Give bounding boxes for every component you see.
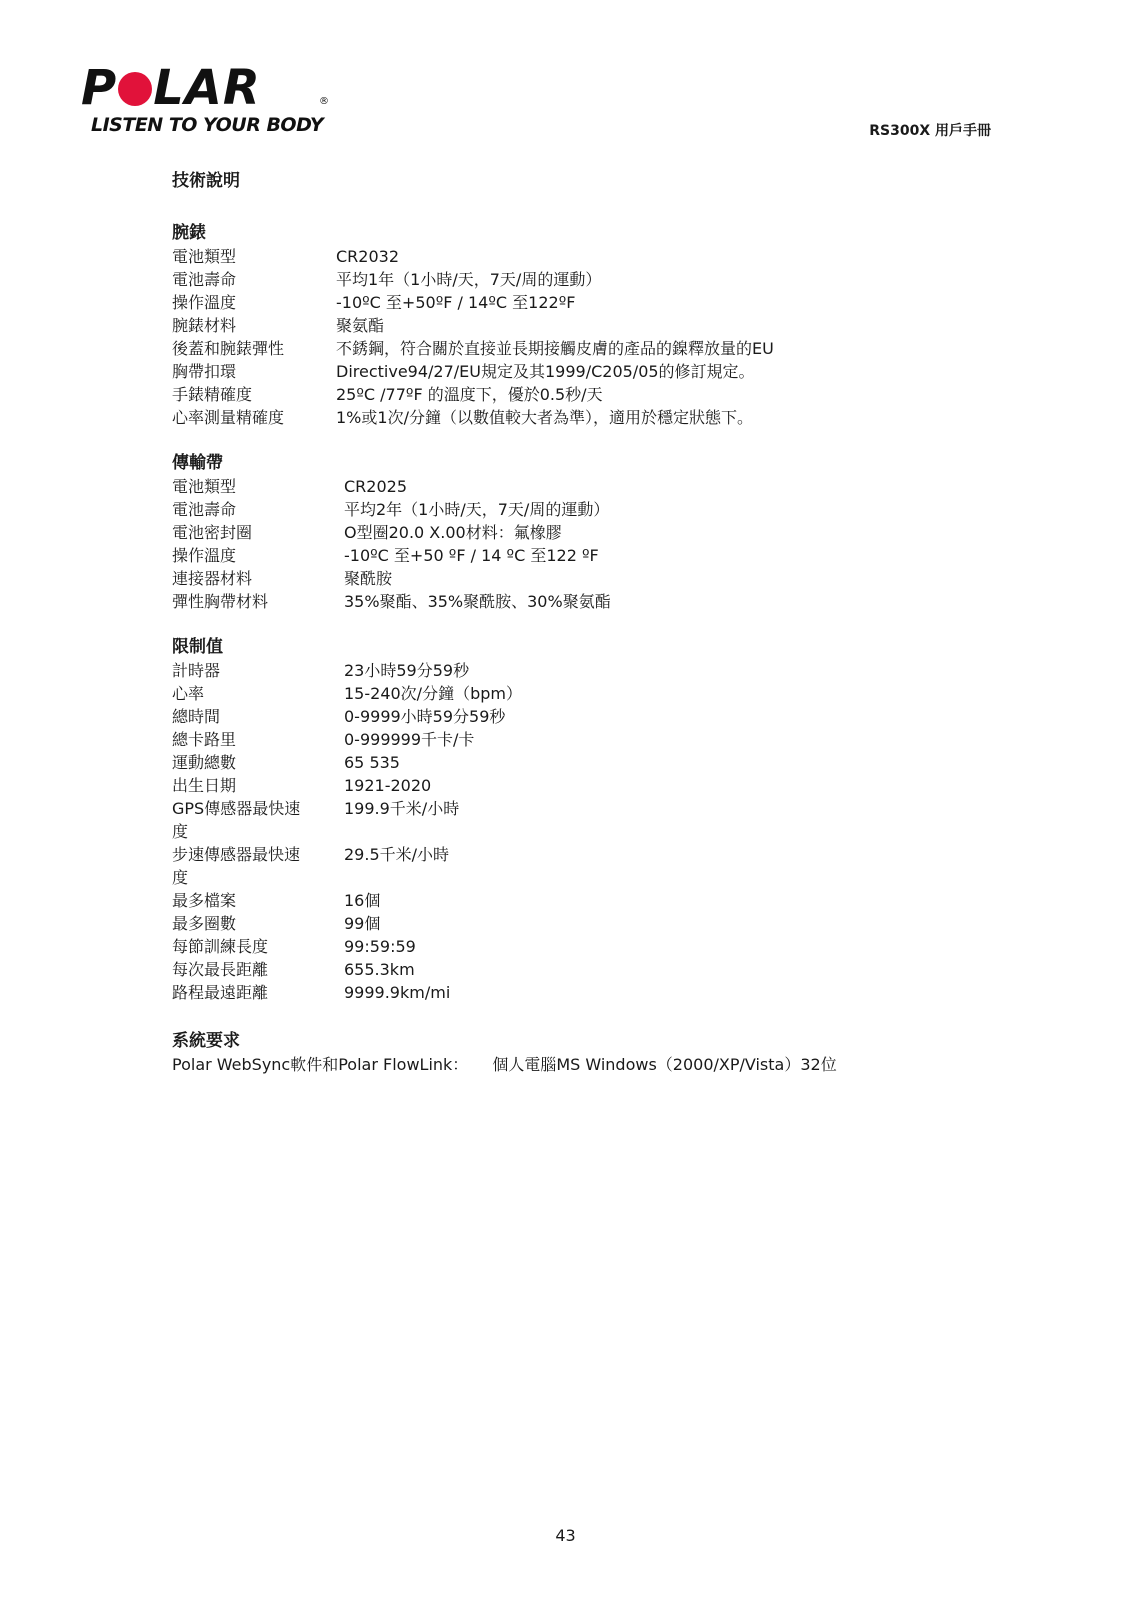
spec-label: 電池壽命 (172, 270, 237, 289)
section-limits (172, 636, 522, 1004)
spec-row (172, 291, 774, 314)
section-transmitter (172, 452, 611, 613)
spec-row (172, 958, 522, 981)
polar-logo (81, 60, 329, 142)
spec-row (172, 1053, 837, 1076)
spec-row (172, 268, 774, 291)
spec-row (172, 751, 522, 774)
spec-value: Directive94/27/EU規定及其1999/C205/05的修訂規定。 (336, 362, 755, 381)
spec-row (172, 682, 522, 705)
spec-value: CR2025 (344, 477, 408, 496)
spec-label: 最多檔案 (172, 891, 237, 910)
section-title: 腕錶 (172, 223, 206, 243)
spec-label: GPS傳感器最快速度 (172, 799, 301, 841)
spec-label: 心率測量精確度 (172, 408, 285, 427)
spec-row (172, 774, 522, 797)
spec-value: 聚氨酯 (336, 316, 385, 335)
page-number: 43 (555, 1526, 576, 1545)
spec-label: 電池類型 (172, 477, 237, 496)
spec-row (172, 567, 611, 590)
spec-row (172, 705, 522, 728)
spec-value: 個人電腦MS Windows（2000/XP/Vista）32位 (492, 1055, 837, 1074)
spec-label: 總卡路里 (172, 730, 237, 749)
spec-row (172, 728, 522, 751)
spec-value: 23小時59分59秒 (344, 661, 470, 680)
logo-dot (118, 72, 152, 106)
spec-row (172, 245, 774, 268)
spec-label: 每次最長距離 (172, 960, 269, 979)
spec-value: 15-240次/分鐘（bpm） (344, 684, 522, 703)
spec-label: 腕錶材料 (172, 316, 237, 335)
spec-row (172, 406, 774, 429)
spec-value: -10ºC 至+50ºF / 14ºC 至122ºF (336, 293, 576, 312)
spec-value: 99個 (344, 914, 381, 933)
spec-label: 手錶精確度 (172, 385, 253, 404)
spec-row (172, 498, 611, 521)
spec-row (172, 935, 522, 958)
spec-value: CR2032 (336, 247, 400, 266)
spec-label: 步速傳感器最快速度 (172, 845, 301, 887)
spec-label: 出生日期 (172, 776, 237, 795)
spec-label: 電池密封圈 (172, 523, 253, 542)
spec-value: -10ºC 至+50 ºF / 14 ºC 至122 ºF (344, 546, 599, 565)
spec-value: 1921-2020 (344, 776, 432, 795)
spec-row (172, 981, 522, 1004)
spec-value: 99:59:59 (344, 937, 416, 956)
logo-slogan: LISTEN TO YOUR BODY (91, 114, 324, 136)
spec-value: 平均2年（1小時/天，7天/周的運動） (344, 500, 610, 519)
spec-label: 彈性胸帶材料 (172, 592, 269, 611)
spec-label: 計時器 (172, 661, 221, 680)
spec-label: 每節訓練長度 (172, 937, 269, 956)
document-title: RS300X 用戶手冊 (869, 123, 991, 139)
section-system-requirements (172, 1030, 240, 1053)
spec-label: 運動總數 (172, 753, 237, 772)
spec-value: 聚酰胺 (344, 569, 393, 588)
spec-value: 平均1年（1小時/天，7天/周的運動） (336, 270, 602, 289)
spec-row (172, 337, 774, 360)
spec-value: 1%或1次/分鐘（以數值較大者為準），適用於穩定狀態下。 (336, 408, 753, 427)
spec-value: 655.3km (344, 960, 415, 979)
section-watch (172, 222, 774, 429)
spec-label: 電池壽命 (172, 500, 237, 519)
spec-label: 操作溫度 (172, 546, 237, 565)
spec-value: 25ºC /77ºF 的溫度下，優於0.5秒/天 (336, 385, 603, 404)
spec-label: 連接器材料 (172, 569, 253, 588)
section-title: 系統要求 (172, 1031, 240, 1051)
spec-row (172, 544, 611, 567)
spec-row (172, 360, 774, 383)
spec-label: 操作溫度 (172, 293, 237, 312)
spec-row (172, 659, 522, 682)
spec-value: 65 535 (344, 753, 400, 772)
spec-label: 胸帶扣環 (172, 362, 237, 381)
spec-value: 0-999999千卡/卡 (344, 730, 475, 749)
spec-label: 後蓋和腕錶彈性 (172, 339, 285, 358)
spec-value: 199.9千米/小時 (344, 799, 460, 818)
spec-value: 0-9999小時59分59秒 (344, 707, 506, 726)
spec-row (172, 912, 522, 935)
section-title: 限制值 (172, 637, 223, 657)
spec-row (172, 383, 774, 406)
spec-label: 總時間 (172, 707, 221, 726)
spec-value: 16個 (344, 891, 381, 910)
spec-label: 最多圈數 (172, 914, 237, 933)
spec-row (172, 797, 522, 843)
registered-mark-icon: ® (319, 96, 329, 107)
spec-value: 不銹鋼，符合關於直接並長期接觸皮膚的產品的鎳釋放量的EU (336, 339, 774, 358)
spec-value: 29.5千米/小時 (344, 845, 450, 864)
spec-row (172, 314, 774, 337)
section-title: 傳輸帶 (172, 453, 223, 473)
spec-row (172, 475, 611, 498)
spec-value: 9999.9km/mi (344, 983, 451, 1002)
spec-value: 35%聚酯、35%聚酰胺、30%聚氨酯 (344, 592, 611, 611)
spec-label: 電池類型 (172, 247, 237, 266)
polar-wordmark: P LAR (81, 60, 261, 116)
spec-label: 心率 (172, 684, 205, 703)
spec-value: O型圈20.0 X.00材料：氟橡膠 (344, 523, 562, 542)
spec-row (172, 590, 611, 613)
spec-label: 路程最遠距離 (172, 983, 269, 1002)
spec-row (172, 521, 611, 544)
spec-label: Polar WebSync軟件和Polar FlowLink： (172, 1055, 469, 1074)
spec-row (172, 843, 522, 889)
page-heading: 技術說明 (172, 171, 240, 191)
spec-row (172, 889, 522, 912)
